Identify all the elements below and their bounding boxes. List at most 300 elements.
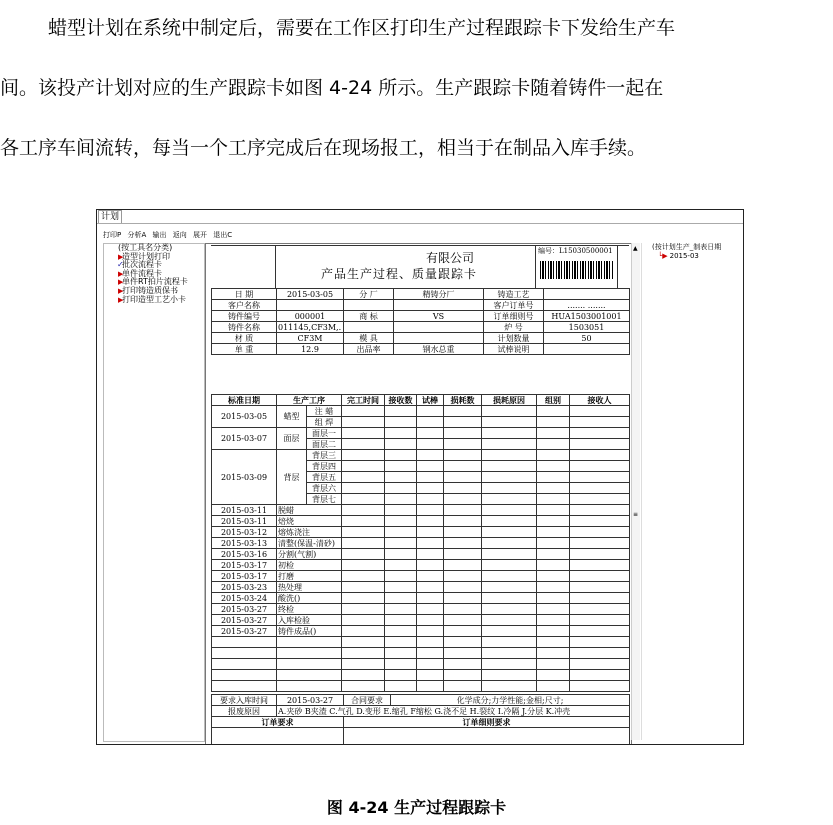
empty-cell <box>385 538 417 549</box>
tree-item-rt-flow-card[interactable]: ▶ 单件RT拍片流程卡 <box>118 277 188 287</box>
left-tree-root[interactable]: (按工具名分类) <box>118 243 173 252</box>
order-req: 订单要求 <box>212 717 344 728</box>
empty-cell <box>570 593 630 604</box>
info-row <box>212 300 630 311</box>
empty-cell <box>537 428 570 439</box>
contract-label: 合同要求 <box>344 695 391 706</box>
empty-cell <box>444 439 482 450</box>
number-box <box>535 245 618 288</box>
arrow-icon: ▶ <box>118 295 124 304</box>
process-step: 背层七 <box>307 494 342 505</box>
empty-cell <box>342 615 385 626</box>
info-cell: 客户名称 <box>212 300 277 311</box>
empty-cell <box>385 428 417 439</box>
empty-cell <box>570 549 630 560</box>
blank-row <box>212 637 630 648</box>
process-row <box>212 450 630 461</box>
empty-cell <box>417 571 444 582</box>
empty-cell <box>385 472 417 483</box>
process-date: 2015-03-13 <box>212 538 277 549</box>
empty-cell <box>482 516 537 527</box>
info-cell <box>394 322 484 333</box>
empty-cell <box>482 549 537 560</box>
empty-cell <box>385 615 417 626</box>
info-row <box>212 311 630 322</box>
menu-analyze[interactable]: 分析A <box>127 231 147 239</box>
empty-cell <box>570 527 630 538</box>
empty-cell <box>385 450 417 461</box>
empty-cell <box>570 604 630 615</box>
empty-cell <box>570 439 630 450</box>
blank-row <box>212 681 630 692</box>
info-cell: 日 期 <box>212 289 277 300</box>
process-date: 2015-03-24 <box>212 593 277 604</box>
info-cell <box>344 300 394 311</box>
empty-cell <box>482 461 537 472</box>
info-cell <box>544 344 630 355</box>
empty-cell <box>385 549 417 560</box>
process-step: 背层四 <box>307 461 342 472</box>
info-cell: 011145,CF3M,. <box>277 322 344 333</box>
empty-cell <box>417 472 444 483</box>
empty-cell <box>537 516 570 527</box>
empty-cell <box>342 571 385 582</box>
empty-cell <box>537 417 570 428</box>
empty-cell <box>385 582 417 593</box>
process-row <box>212 428 630 439</box>
empty-cell <box>385 406 417 417</box>
empty-cell <box>482 582 537 593</box>
info-cell: 铸造工艺 <box>484 289 544 300</box>
empty-cell <box>444 461 482 472</box>
process-date: 2015-03-05 <box>212 406 277 428</box>
process-step: 初检 <box>277 560 342 571</box>
empty-cell <box>444 604 482 615</box>
info-row <box>212 333 630 344</box>
figure-caption: 图 4-24 生产过程跟踪卡 <box>326 798 507 817</box>
process-step: 打磨 <box>277 571 342 582</box>
empty-cell <box>342 626 385 637</box>
empty-cell <box>482 593 537 604</box>
empty-cell <box>385 560 417 571</box>
info-cell: 出品率 <box>344 344 394 355</box>
process-header-cell: 损耗数 <box>444 395 482 406</box>
reason-value: A.夹砂 B夹渣 C.气孔 D.变形 E.缩孔 F缩松 G.浇不足 H.裂纹 I.冷隔 J.分层 K.冲壳 <box>277 706 630 717</box>
process-date: 2015-03-11 <box>212 505 277 516</box>
empty-cell <box>570 560 630 571</box>
right-tree-root[interactable]: (按计划生产_制表日期 <box>652 243 722 251</box>
process-row <box>212 516 630 527</box>
due-value: 2015-03-27 <box>277 695 344 706</box>
empty-cell <box>482 417 537 428</box>
window-title-bar <box>97 210 744 224</box>
empty-cell <box>417 626 444 637</box>
empty-cell <box>385 527 417 538</box>
vertical-scrollbar[interactable] <box>631 243 640 740</box>
empty-cell <box>417 615 444 626</box>
empty-cell <box>570 571 630 582</box>
empty-cell <box>444 560 482 571</box>
process-header-cell: 试棒 <box>417 395 444 406</box>
process-row <box>212 406 630 417</box>
info-row <box>212 289 630 300</box>
body-paragraph-line-2: 间。该投产计划对应的生产跟踪卡如图 4-24 所示。生产跟踪卡随着铸件一起在 <box>0 77 664 99</box>
empty-cell <box>342 538 385 549</box>
process-step: 酸洗() <box>277 593 342 604</box>
info-cell: 材 质 <box>212 333 277 344</box>
tree-item-casting-plan-print[interactable]: ▶ 造型计划打印 <box>118 251 170 261</box>
empty-cell <box>537 461 570 472</box>
process-table <box>211 394 630 692</box>
info-row <box>212 344 630 355</box>
info-table <box>211 288 630 355</box>
empty-cell <box>417 439 444 450</box>
empty-cell <box>385 417 417 428</box>
empty-cell <box>444 549 482 560</box>
empty-cell <box>444 516 482 527</box>
process-step: 背层五 <box>307 472 342 483</box>
empty-cell <box>417 527 444 538</box>
empty-cell <box>537 582 570 593</box>
process-header-row <box>212 395 630 406</box>
process-row <box>212 626 630 637</box>
body-paragraph-line-3: 各工序车间流转，每当一个工序完成后在现场报工，相当于在制品入库手续。 <box>0 137 647 159</box>
process-step: 终检 <box>277 604 342 615</box>
empty-cell <box>342 516 385 527</box>
empty-cell <box>444 494 482 505</box>
empty-cell <box>342 560 385 571</box>
process-step: 铸件成品() <box>277 626 342 637</box>
process-date: 2015-03-09 <box>212 450 277 505</box>
empty-cell <box>385 505 417 516</box>
empty-cell <box>417 461 444 472</box>
card-number: 编号：L15030500001 <box>538 247 613 255</box>
info-cell: 铸件名称 <box>212 322 277 333</box>
empty-cell <box>482 439 537 450</box>
empty-cell <box>417 428 444 439</box>
menu-exit[interactable]: 退出C <box>213 231 233 239</box>
empty-cell <box>444 472 482 483</box>
card-header <box>211 245 629 288</box>
empty-cell <box>385 516 417 527</box>
empty-cell <box>570 483 630 494</box>
process-header-cell: 生产工序 <box>277 395 342 406</box>
empty-cell <box>444 593 482 604</box>
empty-cell <box>417 516 444 527</box>
info-cell: 分 厂 <box>344 289 394 300</box>
process-group: 蜡型 <box>277 406 307 428</box>
info-cell: 炉 号 <box>484 322 544 333</box>
process-step: 分割(气割) <box>277 549 342 560</box>
empty-cell <box>482 527 537 538</box>
empty-cell <box>417 549 444 560</box>
process-step: 入库检验 <box>277 615 342 626</box>
empty-cell <box>444 406 482 417</box>
left-tree-panel <box>103 243 205 742</box>
process-date: 2015-03-11 <box>212 516 277 527</box>
empty-cell <box>444 450 482 461</box>
process-step: 注 蜡 <box>307 406 342 417</box>
empty-cell <box>570 626 630 637</box>
info-cell: 试棒说明 <box>484 344 544 355</box>
company-name: 有限公司 <box>426 251 475 265</box>
info-cell: 计划数量 <box>484 333 544 344</box>
empty-cell <box>342 582 385 593</box>
arrow-icon: └▶ <box>658 252 668 260</box>
due-label: 要求入库时间 <box>212 695 277 706</box>
info-cell: 2015-03-05 <box>277 289 344 300</box>
empty-cell <box>570 582 630 593</box>
info-cell: 单 重 <box>212 344 277 355</box>
empty-cell <box>537 450 570 461</box>
arrow-icon: ▶ <box>118 269 124 278</box>
empty-cell <box>482 571 537 582</box>
empty-cell <box>385 626 417 637</box>
empty-cell <box>537 494 570 505</box>
process-date: 2015-03-27 <box>212 615 277 626</box>
info-cell: VS <box>394 311 484 322</box>
process-header-cell: 完工时间 <box>342 395 385 406</box>
empty-cell <box>342 505 385 516</box>
empty-cell <box>444 483 482 494</box>
empty-cell <box>342 417 385 428</box>
info-cell: 12.9 <box>277 344 344 355</box>
empty-cell <box>482 604 537 615</box>
empty-cell <box>482 615 537 626</box>
tree-item-process-card[interactable]: ▶ 打印造型工艺小卡 <box>118 294 186 304</box>
order-detail-req: 订单细则要求 <box>344 717 630 728</box>
process-group: 背层 <box>277 450 307 505</box>
empty-cell <box>570 428 630 439</box>
process-date: 2015-03-27 <box>212 626 277 637</box>
process-header-cell: 标准日期 <box>212 395 277 406</box>
empty-cell <box>570 461 630 472</box>
empty-cell <box>342 472 385 483</box>
process-date: 2015-03-07 <box>212 428 277 450</box>
empty-cell <box>417 604 444 615</box>
process-step: 熔炼浇注 <box>277 527 342 538</box>
empty-cell <box>342 593 385 604</box>
empty-cell <box>417 483 444 494</box>
info-cell: 000001 <box>277 311 344 322</box>
empty-cell <box>537 538 570 549</box>
menu-expand[interactable]: 展开 <box>192 231 207 239</box>
empty-cell <box>444 571 482 582</box>
reason-label: 报废原因 <box>212 706 277 717</box>
empty-cell <box>537 527 570 538</box>
tree-item-batch-flow-card[interactable]: ✓ 批次流程卡 <box>117 260 162 270</box>
empty-cell <box>570 472 630 483</box>
process-row <box>212 615 630 626</box>
empty-cell <box>417 538 444 549</box>
empty-cell <box>482 494 537 505</box>
empty-cell <box>385 604 417 615</box>
process-row <box>212 527 630 538</box>
empty-cell <box>482 626 537 637</box>
empty-cell <box>342 428 385 439</box>
info-cell <box>277 300 344 311</box>
info-cell: 模 具 <box>344 333 394 344</box>
process-header-cell: 接收数 <box>385 395 417 406</box>
empty-cell <box>444 417 482 428</box>
empty-cell <box>342 549 385 560</box>
empty-cell <box>417 505 444 516</box>
empty-cell <box>482 450 537 461</box>
process-row <box>212 571 630 582</box>
process-step: 清整(保温-清砂) <box>277 538 342 549</box>
empty-cell <box>417 582 444 593</box>
empty-cell <box>444 527 482 538</box>
process-step: 脱蜡 <box>277 505 342 516</box>
info-row <box>212 322 630 333</box>
empty-cell <box>482 560 537 571</box>
empty-cell <box>342 439 385 450</box>
empty-cell <box>570 450 630 461</box>
empty-cell <box>342 461 385 472</box>
process-header-cell: 组别 <box>537 395 570 406</box>
process-row <box>212 505 630 516</box>
info-cell: HUA1503001001 <box>544 311 630 322</box>
process-step: 热处理 <box>277 582 342 593</box>
empty-cell <box>537 439 570 450</box>
empty-cell <box>417 494 444 505</box>
empty-cell <box>342 604 385 615</box>
arrow-icon: ▶ <box>118 252 124 261</box>
empty-cell <box>444 626 482 637</box>
empty-cell <box>342 450 385 461</box>
process-date: 2015-03-17 <box>212 571 277 582</box>
contract-value: 化学成分;力学性能;金相;尺寸; <box>391 695 630 706</box>
empty-cell <box>417 593 444 604</box>
empty-cell <box>482 428 537 439</box>
process-step: 面层二 <box>307 439 342 450</box>
card-title: 产品生产过程、质量跟踪卡 <box>321 267 478 281</box>
blank-row <box>212 670 630 681</box>
process-date: 2015-03-27 <box>212 604 277 615</box>
right-tree-panel <box>641 243 743 740</box>
empty-cell <box>385 571 417 582</box>
blank-row <box>212 659 630 670</box>
process-date: 2015-03-23 <box>212 582 277 593</box>
info-cell: 钢水总重 <box>394 344 484 355</box>
tracking-card <box>205 243 632 745</box>
empty-cell <box>417 406 444 417</box>
info-cell: CF3M <box>277 333 344 344</box>
tree-item-quality-certificate[interactable]: ▶ 打印铸造质保书 <box>118 285 178 295</box>
process-row <box>212 538 630 549</box>
empty-cell <box>570 494 630 505</box>
body-paragraph-line-1: 蜡型计划在系统中制定后，需要在工作区打印生产过程跟踪卡下发给生产车 <box>48 17 676 39</box>
scroll-up-icon[interactable]: ▲ <box>633 245 638 252</box>
process-step: 组 焊 <box>307 417 342 428</box>
empty-cell <box>482 505 537 516</box>
empty-cell <box>482 538 537 549</box>
empty-cell <box>444 538 482 549</box>
menu-bar <box>97 230 744 241</box>
process-group: 面层 <box>277 428 307 450</box>
process-row <box>212 604 630 615</box>
empty-cell <box>570 417 630 428</box>
info-cell: 1503051 <box>544 322 630 333</box>
arrow-icon: ▶ <box>118 286 124 295</box>
process-step: 面层一 <box>307 428 342 439</box>
empty-cell <box>417 560 444 571</box>
info-cell: 精铸分厂 <box>394 289 484 300</box>
empty-cell <box>570 516 630 527</box>
empty-cell <box>342 483 385 494</box>
empty-cell <box>342 527 385 538</box>
menu-print[interactable]: 打印P <box>103 231 122 239</box>
empty-cell <box>385 461 417 472</box>
scroll-grip-icon[interactable]: ≡ <box>633 511 639 518</box>
process-step: 焙烧 <box>277 516 342 527</box>
empty-cell <box>385 439 417 450</box>
empty-cell <box>385 593 417 604</box>
tree-item-single-flow-card[interactable]: ▶ 单件流程卡 <box>118 268 162 278</box>
process-header-cell: 损耗原因 <box>482 395 537 406</box>
empty-cell <box>342 406 385 417</box>
empty-cell <box>537 604 570 615</box>
info-cell <box>394 300 484 311</box>
process-row <box>212 593 630 604</box>
info-cell: 50 <box>544 333 630 344</box>
menu-reverse[interactable]: 返向 <box>172 231 187 239</box>
process-row <box>212 549 630 560</box>
empty-cell <box>444 505 482 516</box>
footer-table <box>211 694 630 745</box>
empty-cell <box>537 472 570 483</box>
empty-cell <box>570 615 630 626</box>
empty-cell <box>385 483 417 494</box>
empty-cell <box>570 505 630 516</box>
empty-cell <box>482 472 537 483</box>
empty-cell <box>537 549 570 560</box>
arrow-icon: ▶ <box>118 278 124 287</box>
process-row <box>212 560 630 571</box>
info-cell: 铸件编号 <box>212 311 277 322</box>
info-cell <box>544 289 630 300</box>
info-cell <box>394 333 484 344</box>
info-cell: ....... ....... <box>544 300 630 311</box>
menu-output[interactable]: 输出 <box>152 231 167 239</box>
info-cell: 订单细则号 <box>484 311 544 322</box>
process-step: 背层三 <box>307 450 342 461</box>
process-step: 背层六 <box>307 483 342 494</box>
barcode <box>540 261 613 279</box>
empty-cell <box>444 428 482 439</box>
empty-cell <box>537 626 570 637</box>
empty-cell <box>570 538 630 549</box>
empty-cell <box>570 406 630 417</box>
info-cell <box>344 322 394 333</box>
info-cell: 商 标 <box>344 311 394 322</box>
empty-cell <box>417 450 444 461</box>
empty-cell <box>537 593 570 604</box>
empty-cell <box>444 615 482 626</box>
info-cell: 客户订单号 <box>484 300 544 311</box>
empty-cell <box>537 560 570 571</box>
empty-cell <box>342 494 385 505</box>
empty-cell <box>444 582 482 593</box>
process-row <box>212 582 630 593</box>
empty-cell <box>417 417 444 428</box>
empty-cell <box>537 615 570 626</box>
right-tree-item[interactable]: └▶ 2015-03 <box>658 252 699 260</box>
empty-cell <box>537 571 570 582</box>
embedded-screenshot <box>96 209 744 745</box>
empty-cell <box>537 406 570 417</box>
empty-cell <box>385 494 417 505</box>
